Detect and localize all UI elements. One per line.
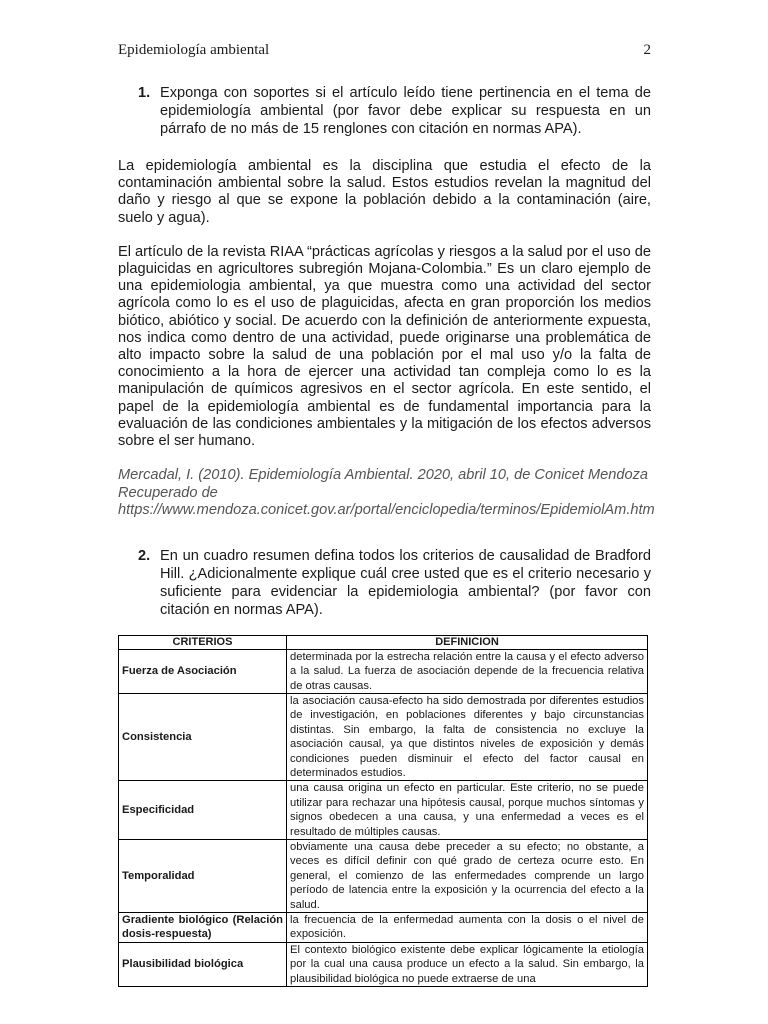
question-2 bbox=[118, 547, 651, 619]
reference-line-2: Recuperado de bbox=[118, 484, 218, 501]
document-body bbox=[118, 84, 655, 987]
page-number: 2 bbox=[643, 42, 651, 58]
criterion-definition: obviamente una causa debe preceder a su efecto; no obstante, a veces es difícil definir con qué grado de certeza ocurre esto. En general, el comienzo de las enfermedades comprende un largo período de latencia entre la exposición y la ocurrencia del efecto a la salud. bbox=[287, 840, 648, 913]
question-2-text: En un cuadro resumen defina todos los criterios de causalidad de Bradford Hill. ¿Adicionalmente explique cuál cree usted que es el criterio necesario y suficiente para evidenciar la epidemiologia ambiental? (por favor con citación en normas APA). bbox=[160, 547, 651, 618]
criterion-name: Gradiente biológico (Relación dosis-respuesta) bbox=[119, 913, 287, 943]
question-2-number: 2. bbox=[138, 547, 151, 564]
page-header bbox=[118, 42, 651, 59]
criterion-name: Plausibilidad biológica bbox=[119, 942, 287, 986]
criterion-definition: la asociación causa-efecto ha sido demostrada por diferentes estudios de investigación, en poblaciones diferentes y bajo circunstancias distintas. Sin embargo, la falta de consistencia no excluye la asociación causal, ya que distintos niveles de exposición y demás condiciones pueden disminuir el efecto del factor causal en determinados estudios. bbox=[287, 693, 648, 780]
table-row bbox=[119, 781, 648, 840]
header-title: Epidemiología ambiental bbox=[118, 42, 270, 58]
header-definicion: DEFINICION bbox=[287, 635, 648, 649]
criterion-definition: una causa origina un efecto en particular. Este criterio, no se puede utilizar para rechazar una hipótesis causal, porque muchos síntomas y signos obedecen a una causa, y una enfermedad a veces es el resultado de múltiples causas. bbox=[287, 781, 648, 840]
table-row bbox=[119, 693, 648, 780]
criterion-definition: El contexto biológico existente debe explicar lógicamente la etiología por la cual una causa produce un efecto a la salud. Sin embargo, la plausibilidad biológica no puede extraerse de una bbox=[287, 942, 648, 986]
table-row bbox=[119, 649, 648, 693]
criterion-name: Consistencia bbox=[119, 693, 287, 780]
criterion-definition: determinada por la estrecha relación entre la causa y el efecto adverso a la salud. La fuerza de asociación depende de la frecuencia relativa de otras causas. bbox=[287, 649, 648, 693]
table-header-row bbox=[119, 635, 648, 649]
table-row bbox=[119, 913, 648, 943]
criteria-table bbox=[118, 635, 648, 987]
reference-block bbox=[118, 467, 655, 520]
criterion-name: Especificidad bbox=[119, 781, 287, 840]
paragraph-2: El artículo de la revista RIAA “prácticas agrícolas y riesgos a la salud por el uso de plaguicidas en agricultores subregión Mojana-Colombia.” Es un claro ejemplo de una epidemiologia ambiental, ya que muestra como una actividad del sector agrícola como lo es el uso de plaguicidas, afecta en gran proporción los medios biótico, abiótico y social. De acuerdo con la definición de anteriormente expuesta, nos indica como dentro de una actividad, puede originarse una problemática de alto impacto sobre la salud de una población por el mal uso y/o la falta de conocimiento a la hora de ejercer una actividad tan compleja como lo es la manipulación de químicos agresivos en el sector agrícola. En este sentido, el papel de la epidemiología ambiental es de fundamental importancia para la evaluación de las condiciones ambientales y la mitigación de los efectos adversos sobre el ser humano. bbox=[118, 243, 651, 450]
criterion-name: Fuerza de Asociación bbox=[119, 649, 287, 693]
question-1 bbox=[118, 84, 651, 138]
table-row bbox=[119, 840, 648, 913]
paragraph-1: La epidemiología ambiental es la disciplina que estudia el efecto de la contaminación ambiental sobre la salud. Estos estudios revelan la magnitud del daño y riesgo al que se expone la población debido a la contaminación (aire, suelo y agua). bbox=[118, 158, 651, 226]
header-criterios: CRITERIOS bbox=[119, 635, 287, 649]
question-1-text: Exponga con soportes si el artículo leído tiene pertinencia en el tema de epidemiología ambiental (por favor debe explicar su respuesta en un párrafo de no más de 15 renglones con citación en normas APA). bbox=[160, 85, 651, 137]
reference-url[interactable]: https://www.mendoza.conicet.gov.ar/portal/enciclopedia/terminos/EpidemiolAm.htm bbox=[118, 502, 655, 519]
reference-line-1: Mercadal, I. (2010). Epidemiología Ambiental. 2020, abril 10, de Conicet Mendoza bbox=[118, 467, 648, 484]
question-1-number: 1. bbox=[138, 85, 151, 101]
criterion-definition: la frecuencia de la enfermedad aumenta con la dosis o el nivel de exposición. bbox=[287, 913, 648, 943]
table-row bbox=[119, 942, 648, 986]
criterion-name: Temporalidad bbox=[119, 840, 287, 913]
